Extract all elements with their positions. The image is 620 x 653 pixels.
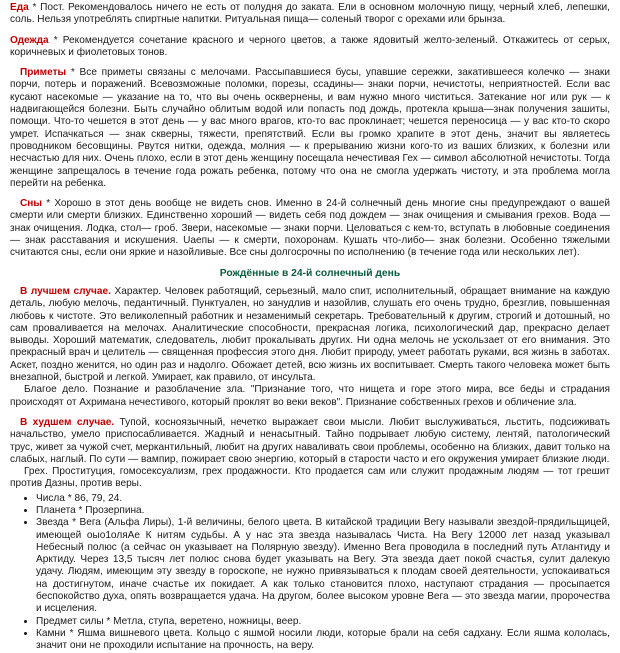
- clothing-paragraph: [10, 35, 610, 60]
- dreams-label: Сны: [20, 198, 43, 210]
- worst-paragraph: [10, 417, 610, 466]
- omens-text: * Все приметы связаны с мелочами. Рассыпавшиеся бусы, упавшие сережки, закатившееся колечко — знаки порчи, потерь и поражений. Всевозможные поломки, порезы, ссадины— знаки порчи, нечистоты, неприятностей. Если вас кусают насекомые — указание на то, что вы очень осквернены, и вам нужно много чиститься. Затекание ног или рук — к надвигающейся болезни. Быть случайно облитым водой или попасть под дождь, протекла крыша—знак получения зашиты, помощи. Что-то чешется в этот день — у вас много врагов, кто-то вас проклинает; чешется переносица — у вас кто-то скоро умрет. Испачкаться — знак скверны, тяжести, препятствий. Если вы громко храпите в этот день, значит вы являетесь проводником бесовщины. Рвутся нитки, одежда, молния — к прерыванию жизни кого-то из ваших близких, к болезни или несчастью для них. Очень плохо, если в этот день женщину посещала нечестивая Гех — символ абсолютной нечистоты. Тогда женщине запрещалось в течение года рожать ребенка, потому что она не смогла удержать чистоту, и эта проблема могла перейти на ребенка.: [10, 67, 610, 189]
- omens-label: Приметы: [20, 67, 67, 79]
- list-item: • Звезда * Вега (Альфа Лиры), 1-й величины, белого цвета. В китайской традиции Вегу называли звездой-прядильщицей, имеющей оыо1оляАе К нитям судьбы. А у нас эта звезда называлась Чиста. На Вегу 12000 лет назад указывал Небесный полюс (а сейчас он указывает на Полярную звезду). Именно Вега проводила в последний путь Атлантиду и Арктиду. Через 13,5 тысяч лет полюс снова будет указывать на Вегу. Эта звезда дает покой счастья, сулит далекую удачу. Людям, имеющим эту звезду в гороскопе, не нужно привязываться к плодам своей деятельности, успокаиваться на достигнутом, иначе счастье их покидает. А как только становится плохо, наступают страдания — просыпается беспокойство духа, опять возвращается удача. На другом, более высоком уровне Вега — это звезда магии, пророчества и исцеления.: [36, 517, 610, 615]
- list-item: • Камни * Яшма вишневого цвета. Кольцо с яшмой носили люди, которые брали на себя садханy. Если яшма кололась, значит они не проходили испытание на прочность, на веру.: [36, 628, 610, 653]
- worst-text: Тупой, косноязычный, нечетко выражает свои мысли. Любит выслуживаться, льстить, подсиживать начальство, умело приспосабливается. Жадный и ненасытный. Тайно подрывает любую систему, лентяй, патологический трус, живет за чужой счет, меркантильный, любит на других наваливать свои проблемы, особенно на близких, давит только на слабых, наглый. По сути — вампир, пожирает свою энергию, который в старости часто и его окружения умирает близкие люди.: [10, 416, 610, 465]
- best-good-deed: Благое дело. Познание и разоблачение зла. "Признание того, что нищета и горе этого мира, все беды и страдания происходят от Ахримана нечестивого, который проклят во веки веков". Признание собственных грехов и обличение зла.: [10, 384, 610, 408]
- list-item: • Предмет силы * Метла, ступа, веретено, ножницы, веер.: [36, 616, 610, 628]
- list-item: • Планета * Прозерпина.: [36, 505, 610, 517]
- born-heading: Рождённые в 24-й солнечный день: [219, 267, 401, 279]
- list-item: • Числа * 86, 79, 24.: [36, 493, 610, 505]
- clothing-label: Одежда: [10, 34, 49, 46]
- omens-paragraph: [10, 67, 610, 190]
- worst-label: В худшем случае.: [20, 416, 115, 428]
- facts-list: [10, 493, 610, 653]
- best-label: В лучшем случае.: [20, 285, 111, 297]
- best-text: Характер. Человек работящий, серьезный, мало спит, исполнительный, обращает внимание на каждую деталь, любую мелочь, педантичный. Пунктуален, но занудлив и назойлив, слушать его очень трудно, брезглив, повышенная любовь к чистоте. Это великолепный работник и незаменимый секретарь. Требовательный к другим, строгий и дотошный, но сам проваливается на мелочах. Аналитические способности, прекрасная логика, психологический дар, прекрасно делает выводы. Хороший математик, следователь, любит прокалывать других. Ни одна мелочь не ускользает от его внимания. Это прекрасный врач и целитель — священная профессия этого дня. Любит природу, умеет работать руками, вся жизнь в заботах. Аскет, поздно женится, но один раз и надолго. Обожает детей, всю жизнь их воспитывает. Смерть такого человека может быть внезапной, быстрой и легкой. Умирает, как правило, от инсульта.: [10, 285, 610, 384]
- dreams-text: * Хорошо в этот день вообще не видеть снов. Именно в 24-й солнечный день многие сны предупреждают о вашей смерти или смерти близких. Единственно хороший — видеть себя под дождем — знак очищения и смывания грехов. Вода — знак очищения. Лодка, стол— гроб. Звери, насекомые — знаки порчи. Целоваться с кем-то, вступать в любовные соединения — знак расставания и искушения. Uаепы — к смерти, похоронам. Кушать что-либо— знак болезни. Особенно тяжелыми считаются сны, если они яркие и назойливые. Все сны долгосрочны по исполнению (в течение года или нескольких лет).: [10, 198, 610, 259]
- food-label: Еда: [10, 2, 29, 13]
- food-paragraph: [10, 2, 610, 27]
- worst-sin: Грех. Проституция, гомосексуализм, грех продажности. Кто продается сам или служит продажным людям — тот грешит против Дазны, против веры.: [10, 466, 610, 490]
- food-text: * Пост. Рекомендовалось ничего не есть от полудня до заката. Ели в основном молочную пищу, черный хлеб, лепешки, соль. Нельзя употреблять спиртные напитки. Ритуальная пища— соленый творог с орехами или брынза.: [10, 2, 610, 26]
- clothing-text: * Рекомендуется сочетание красного и черного цветов, а также ядовитый желто-зеленый. Откажитесь от серых, коричневых и фиолетовых тонов.: [10, 34, 610, 58]
- dreams-paragraph: [10, 198, 610, 259]
- best-paragraph: [10, 286, 610, 384]
